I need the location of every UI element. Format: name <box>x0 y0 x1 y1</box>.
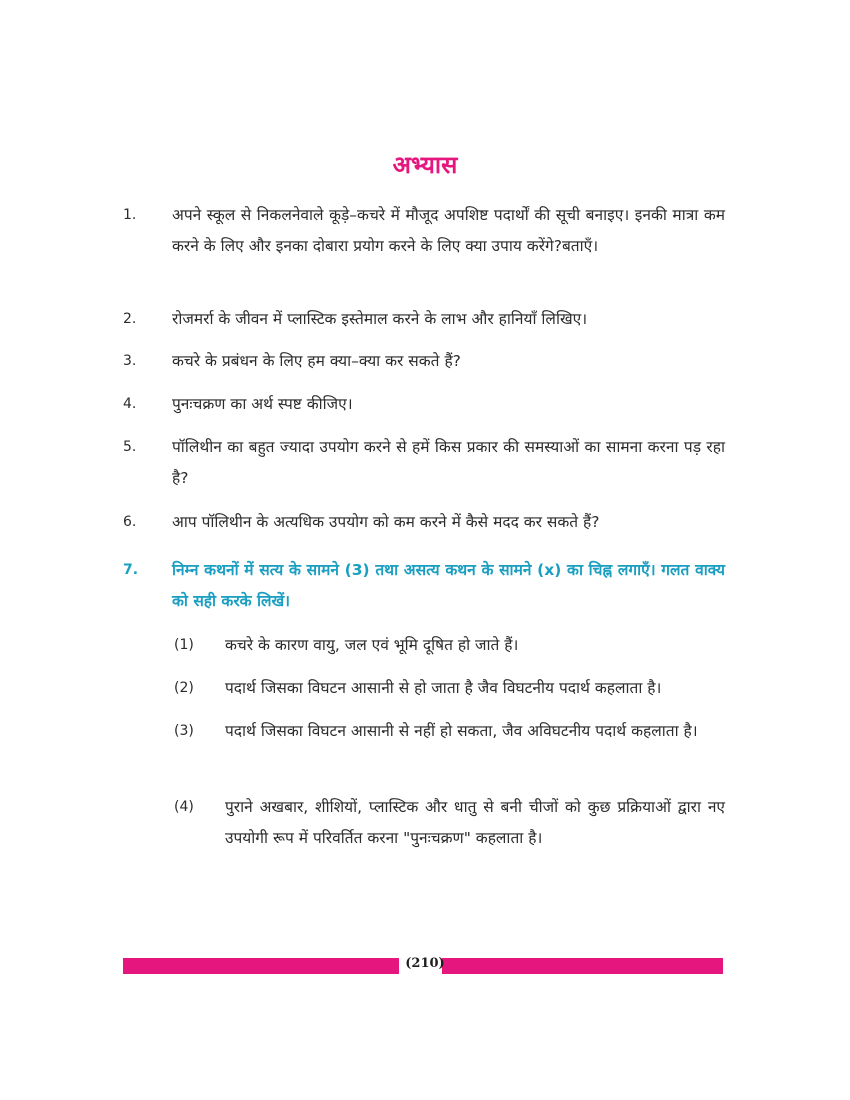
statement-number: (1) <box>174 637 194 653</box>
statement-text: पदार्थ जिसका विघटन आसानी से हो जाता है जैव विघटनीय पदार्थ कहलाता है। <box>225 679 662 697</box>
statement-number: (3) <box>174 723 194 739</box>
question-text: कचरे के प्रबंधन के लिए हम क्या–क्या कर सकते हैं? <box>172 352 461 370</box>
statement-3 <box>174 716 725 747</box>
question-6 <box>123 507 725 538</box>
question-number: 2. <box>123 311 137 327</box>
question-number: 7. <box>123 562 139 578</box>
statement-4 <box>174 792 725 854</box>
question-text: पॉलिथीन का बहुत ज्यादा उपयोग करने से हमें किस प्रकार की समस्याओं का सामना करना पड़ रहा है? <box>172 438 725 487</box>
question-7 <box>123 555 725 617</box>
question-text: पुनःचक्रण का अर्थ स्पष्ट कीजिए। <box>172 395 353 413</box>
statement-text: पुराने अखबार, शीशियों, प्लास्टिक और धातु से बनी चीजों को कुछ प्रक्रियाओं द्वारा नए उपयोगी रूप में परिवर्तित करना "पुनःचक्रण" कहलाता है। <box>225 798 725 847</box>
question-number: 6. <box>123 514 137 530</box>
question-4 <box>123 389 725 420</box>
page-number: (210) <box>405 956 445 971</box>
question-text: अपने स्कूल से निकलनेवाले कूड़े–कचरे में मौजूद अपशिष्ट पदार्थों की सूची बनाइए। इनकी मात्रा कम करने के लिए और इनका दोबारा प्रयोग करने के लिए क्या उपाय करेंगे?बताएँ। <box>172 206 725 255</box>
question-number: 3. <box>123 353 137 369</box>
question-text: आप पॉलिथीन के अत्यधिक उपयोग को कम करने में कैसे मदद कर सकते हैं? <box>172 513 600 531</box>
statement-text: पदार्थ जिसका विघटन आसानी से नहीं हो सकता, जैव अविघटनीय पदार्थ कहलाता है। <box>225 722 698 740</box>
statement-text: कचरे के कारण वायु, जल एवं भूमि दूषित हो जाते हैं। <box>225 636 519 654</box>
question-2 <box>123 304 725 335</box>
question-1 <box>123 200 725 262</box>
statement-1 <box>174 630 725 661</box>
question-5 <box>123 432 725 494</box>
question-number: 5. <box>123 439 137 455</box>
question-text: रोजमर्रा के जीवन में प्लास्टिक इस्तेमाल करने के लाभ और हानियाँ लिखिए। <box>172 310 588 328</box>
statement-number: (2) <box>174 680 194 696</box>
question-text: निम्न कथनों में सत्य के सामने (3) तथा असत्य कथन के सामने (x) का चिह्न लगाएँ। गलत वाक्य को सही करके लिखें। <box>172 561 725 610</box>
question-number: 1. <box>123 207 137 223</box>
statement-2 <box>174 673 725 704</box>
statement-number: (4) <box>174 799 194 815</box>
question-number: 4. <box>123 396 137 412</box>
question-3 <box>123 346 725 377</box>
page-title: अभ्यास <box>392 151 458 179</box>
